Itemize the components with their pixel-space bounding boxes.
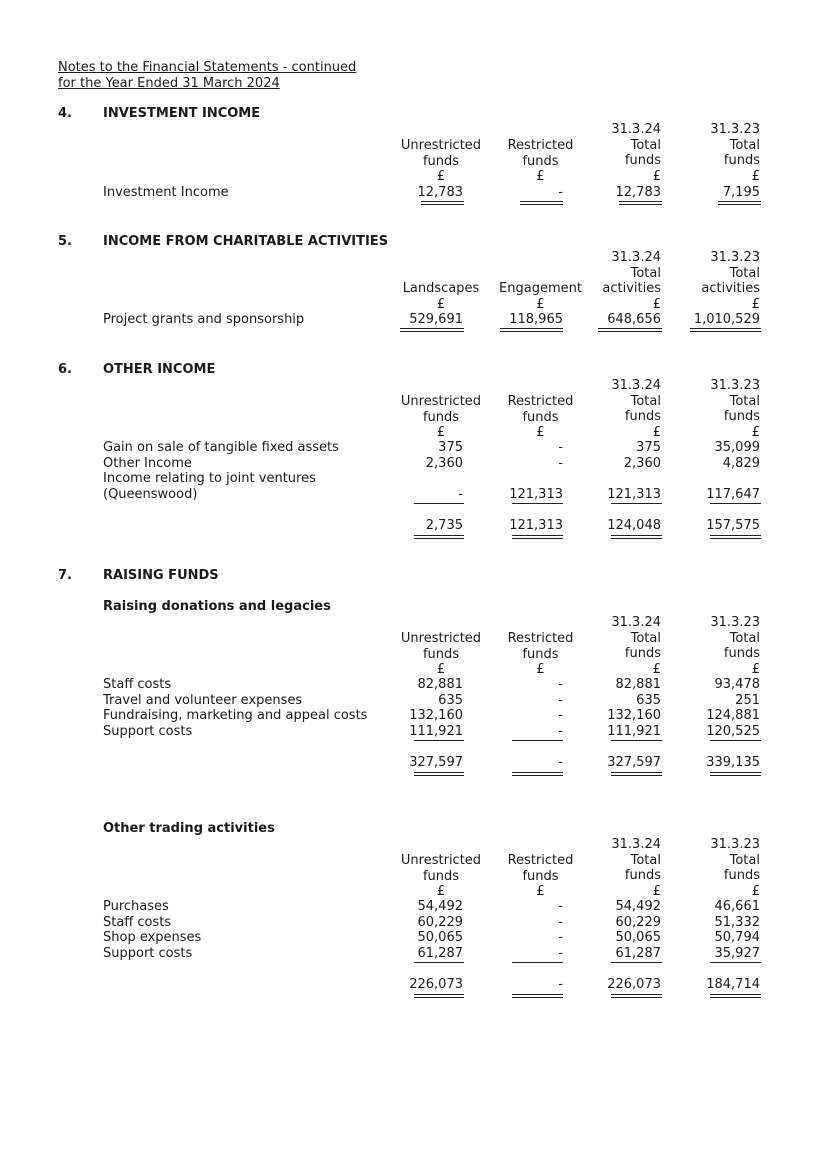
underline xyxy=(512,740,563,741)
underline xyxy=(512,503,563,504)
column-header-unrestricted: Unrestricted funds £ xyxy=(400,394,482,441)
double-underline xyxy=(690,328,761,332)
note-number: 7. xyxy=(58,568,72,583)
underline xyxy=(414,962,464,963)
double-underline xyxy=(718,201,761,205)
note-number: 6. xyxy=(58,362,72,377)
column-header-total-2023: 31.3.23 Total activities £ xyxy=(701,250,760,312)
underline xyxy=(512,962,563,963)
page-header xyxy=(58,60,356,92)
column-header-unrestricted: Unrestricted funds £ xyxy=(400,853,482,900)
double-underline xyxy=(500,328,563,332)
double-underline xyxy=(414,994,464,998)
underline xyxy=(611,740,662,741)
underline xyxy=(414,503,464,504)
column-header-unrestricted: Unrestricted funds £ xyxy=(400,631,482,678)
underline xyxy=(710,740,761,741)
double-underline xyxy=(414,535,464,539)
double-underline xyxy=(611,994,662,998)
column-header-total-2023: 31.3.23 Total funds £ xyxy=(710,378,760,440)
double-underline xyxy=(710,535,761,539)
note-title: INCOME FROM CHARITABLE ACTIVITIES xyxy=(103,234,389,249)
double-underline xyxy=(520,201,563,205)
double-underline xyxy=(710,994,761,998)
double-underline xyxy=(512,994,563,998)
double-underline xyxy=(512,535,563,539)
column-header-restricted: Restricted funds £ xyxy=(507,631,574,678)
column-header-total-2024: 31.3.24 Total funds £ xyxy=(611,378,661,440)
double-underline xyxy=(512,772,563,776)
double-underline xyxy=(710,772,761,776)
column-header-restricted: Restricted funds £ xyxy=(507,138,574,185)
column-header-total-2023: 31.3.23 Total funds £ xyxy=(710,837,760,899)
column-header-restricted: Restricted funds £ xyxy=(507,394,574,441)
double-underline xyxy=(598,328,662,332)
underline xyxy=(611,962,662,963)
double-underline xyxy=(619,201,662,205)
underline xyxy=(414,740,464,741)
subsection-title: Raising donations and legacies xyxy=(103,599,331,614)
column-header-engagement: Engagement £ xyxy=(499,281,582,312)
column-header-total-2024: 31.3.24 Total activities £ xyxy=(602,250,661,312)
underline xyxy=(710,962,761,963)
column-header-total-2024: 31.3.24 Total funds £ xyxy=(611,122,661,184)
double-underline xyxy=(421,201,464,205)
column-header-total-2023: 31.3.23 Total funds £ xyxy=(710,122,760,184)
header-line-2: for the Year Ended 31 March 2024 xyxy=(58,76,280,91)
double-underline xyxy=(400,328,464,332)
note-number: 5. xyxy=(58,234,72,249)
note-title: INVESTMENT INCOME xyxy=(103,106,261,121)
double-underline xyxy=(611,535,662,539)
header-line-1: Notes to the Financial Statements - continued xyxy=(58,60,357,75)
underline xyxy=(611,503,662,504)
column-header-total-2023: 31.3.23 Total funds £ xyxy=(710,615,760,677)
column-header-total-2024: 31.3.24 Total funds £ xyxy=(611,615,661,677)
note-title: RAISING FUNDS xyxy=(103,568,219,583)
column-header-unrestricted: Unrestricted funds £ xyxy=(400,138,482,185)
column-header-restricted: Restricted funds £ xyxy=(507,853,574,900)
note-number: 4. xyxy=(58,106,72,121)
note-title: OTHER INCOME xyxy=(103,362,216,377)
double-underline xyxy=(611,772,662,776)
underline xyxy=(710,503,761,504)
subsection-title: Other trading activities xyxy=(103,821,275,836)
column-header-total-2024: 31.3.24 Total funds £ xyxy=(611,837,661,899)
column-header-landscapes: Landscapes £ xyxy=(402,281,480,312)
double-underline xyxy=(414,772,464,776)
